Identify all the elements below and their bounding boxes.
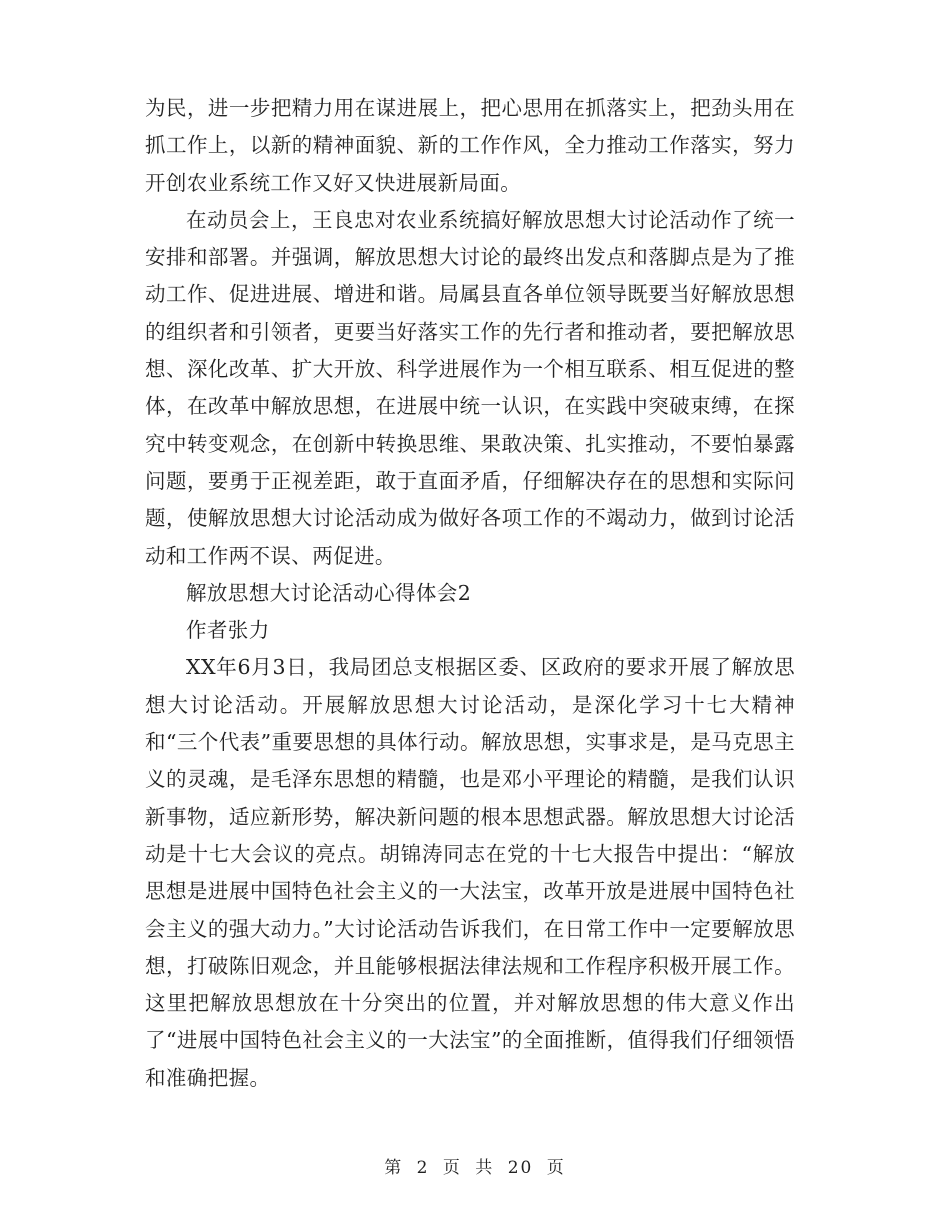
document-body bbox=[145, 90, 795, 1097]
paragraph-continued: 为民，进一步把精力用在谋进展上，把心思用在抓落实上，把劲头用在抓工作上，以新的精神面貌、新的工作作风，全力推动工作落实，努力开创农业系统工作又好又快进展新局面。 bbox=[145, 96, 795, 195]
paragraph-discussion-activity: XX年6月3日，我局团总支根据区委、区政府的要求开展了解放思想大讨论活动。开展解放思想大讨论活动，是深化学习十七大精神和“三个代表”重要思想的具体行动。解放思想，实事求是，是马克思主义的灵魂，是毛泽东思想的精髓，也是邓小平理论的精髓，是我们认识新事物，适应新形势，解决新问题的根本思想武器。解放思想大讨论活动是十七大会议的亮点。胡锦涛同志在党的十七大报告中提出：“解放思想是进展中国特色社会主义的一大法宝，改革开放是进展中国特色社会主义的强大动力。”大讨论活动告诉我们，在日常工作中一定要解放思想，打破陈旧观念，并且能够根据法律法规和工作程序积极开展工作。这里把解放思想放在十分突出的位置，并对解放思想的伟大意义作出了“进展中国特色社会主义的一大法宝”的全面推断，值得我们仔细领悟和准确把握。 bbox=[145, 655, 795, 1090]
page-number-footer: 第 2 页 共 20 页 bbox=[384, 1158, 566, 1178]
author-line: 作者张力 bbox=[186, 618, 270, 643]
section-title: 解放思想大讨论活动心得体会2 bbox=[186, 580, 472, 605]
paragraph-mobilization-meeting: 在动员会上，王良忠对农业系统搞好解放思想大讨论活动作了统一安排和部署。并强调，解放思想大讨论的最终出发点和落脚点是为了推动工作、促进进展、增进和谐。局属县直各单位领导既要当好解放思想的组织者和引领者，更要当好落实工作的先行者和推动者，要把解放思想、深化改革、扩大开放、科学进展作为一个相互联系、相互促进的整体，在改革中解放思想，在进展中统一认识，在实践中突破束缚，在探究中转变观念，在创新中转换思维、果敢决策、扎实推动，不要怕暴露问题，要勇于正视差距，敢于直面矛盾，仔细解决存在的思想和实际问题，使解放思想大讨论活动成为做好各项工作的不竭动力，做到讨论活动和工作两不误、两促进。 bbox=[145, 207, 795, 568]
